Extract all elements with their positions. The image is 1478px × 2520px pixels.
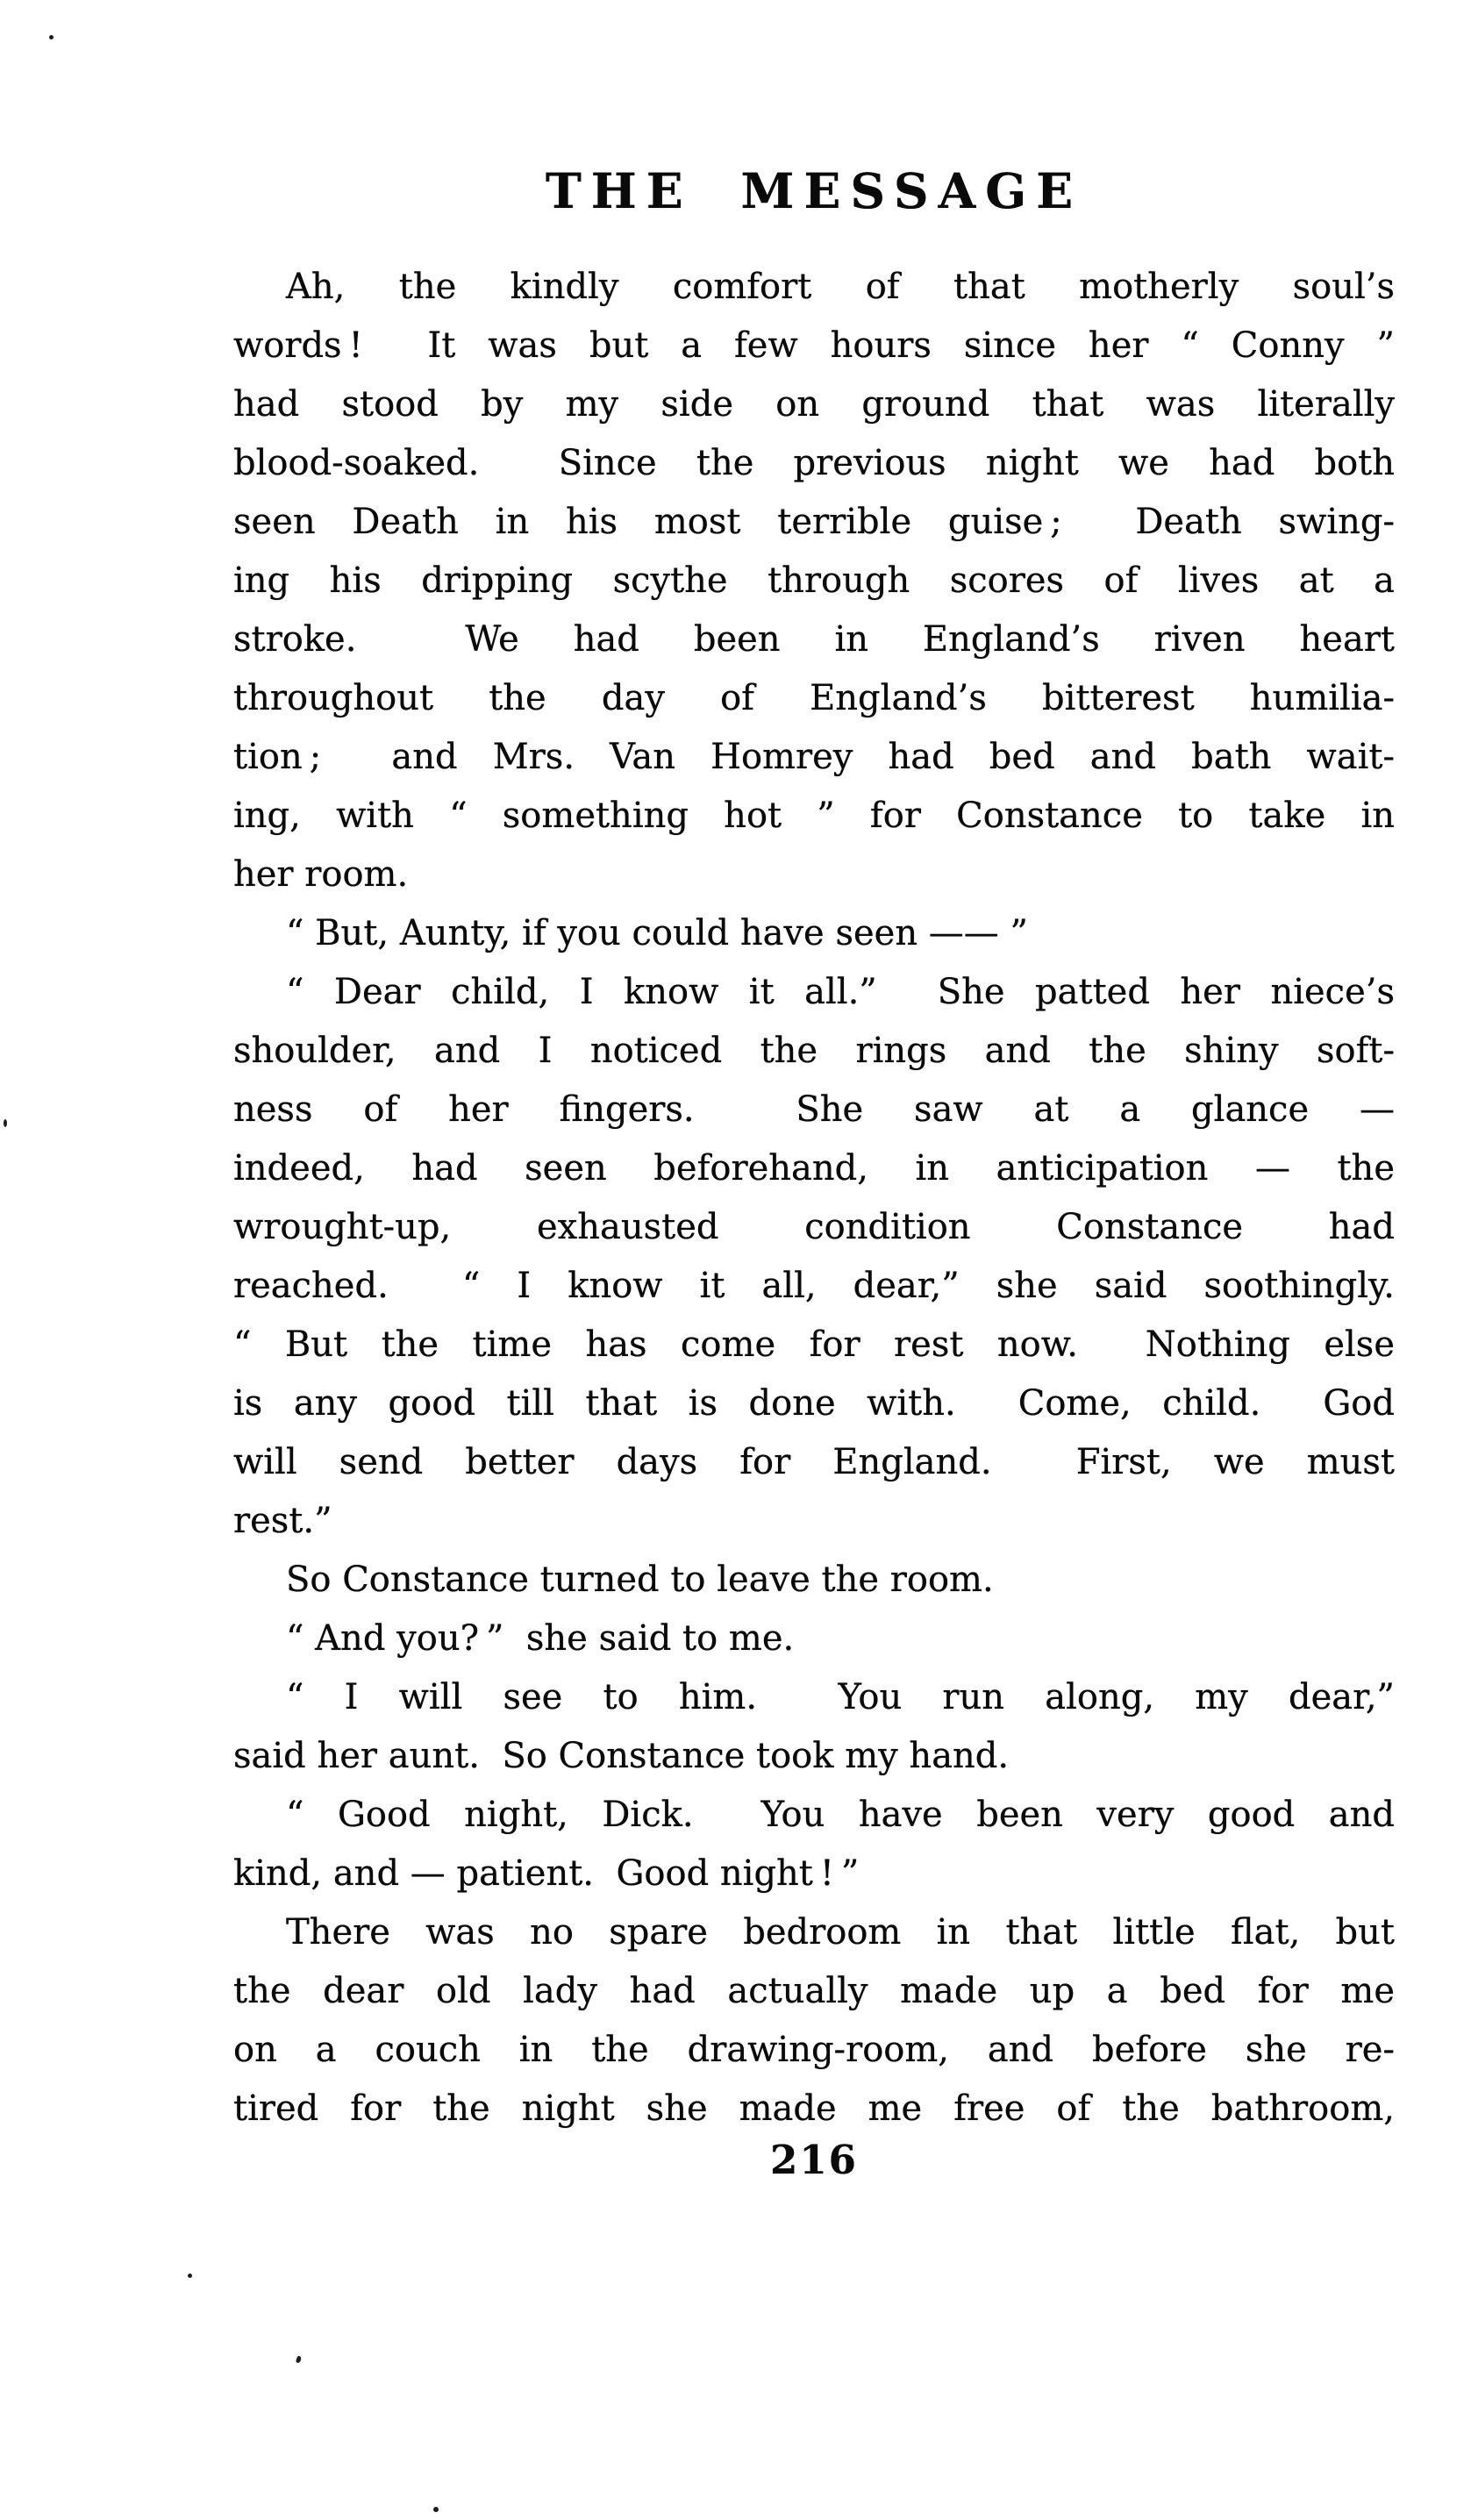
text-line: throughout the day of England’s bitterest humilia- (233, 678, 1395, 718)
text-line: “ I will see to him. You run along, my dear,” (286, 1677, 1395, 1717)
text-line: ing, with “ something hot ” for Constance to take in (233, 796, 1395, 836)
text-line: “ Dear child, I know it all.” She patted her niece’s (286, 972, 1395, 1012)
text-line: will send better days for England. First, we must (233, 1442, 1395, 1482)
text-line: ing his dripping scythe through scores of lives at a (233, 560, 1395, 601)
paragraph (233, 1903, 1395, 2138)
text-line: her room. (233, 854, 409, 895)
text-line: said her aunt. So Constance took my hand. (233, 1736, 1010, 1776)
text-line: blood-soaked. Since the previous night we had both (233, 443, 1395, 483)
text-line: Ah, the kindly comfort of that motherly soul’s (286, 267, 1395, 307)
text-line: wrought-up, exhausted condition Constance had (233, 1207, 1395, 1247)
paragraph (233, 1786, 1395, 1903)
text-line: ness of her fingers. She saw at a glance — (233, 1089, 1395, 1130)
paragraph (233, 1610, 1395, 1668)
page-number: 216 (770, 2137, 858, 2183)
text-line: words ! It was but a few hours since her “ Conny ” (233, 325, 1395, 366)
text-line: “ Good night, Dick. You have been very good and (286, 1795, 1395, 1835)
text-line: “ But the time has come for rest now. Nothing else (233, 1324, 1395, 1365)
scan-speck (4, 1119, 7, 1127)
text-line: There was no spare bedroom in that little flat, but (286, 1912, 1395, 1952)
text-line: “ And you? ” she said to me. (286, 1618, 795, 1659)
text-line: shoulder, and I noticed the rings and the shiny soft- (233, 1031, 1395, 1071)
text-line: is any good till that is done with. Come, child. God (233, 1383, 1395, 1424)
text-line: stroke. We had been in England’s riven heart (233, 619, 1395, 660)
text-line: kind, and — patient. Good night ! ” (233, 1853, 860, 1894)
text-line: tion ; and Mrs. Van Homrey had bed and bath wait- (233, 737, 1395, 777)
text-line: So Constance turned to leave the room. (286, 1560, 994, 1600)
paragraph (233, 1668, 1395, 1786)
scan-speck (296, 2355, 302, 2363)
paragraph (233, 904, 1395, 963)
text-line: “ But, Aunty, if you could have seen —— ” (286, 913, 1028, 953)
scan-speck (433, 2507, 439, 2512)
page-title: THE MESSAGE (545, 162, 1083, 219)
text-line: seen Death in his most terrible guise ; Death swing- (233, 502, 1395, 542)
paragraph (233, 963, 1395, 1551)
text-line: the dear old lady had actually made up a bed for me (233, 1971, 1395, 2011)
text-line: reached. “ I know it all, dear,” she said soothingly. (233, 1266, 1395, 1306)
text-line: on a couch in the drawing-room, and before she re- (233, 2030, 1395, 2070)
paragraph (233, 1551, 1395, 1610)
text-line: rest.” (233, 1501, 332, 1541)
text-line: tired for the night she made me free of the bathroom, (233, 2088, 1395, 2129)
text-line: had stood by my side on ground that was literally (233, 384, 1395, 425)
scan-speck (188, 2274, 192, 2278)
text-line: indeed, had seen beforehand, in anticipation — the (233, 1148, 1395, 1189)
paragraph (233, 258, 1395, 904)
scan-speck (49, 35, 54, 39)
text-block (233, 258, 1395, 2138)
